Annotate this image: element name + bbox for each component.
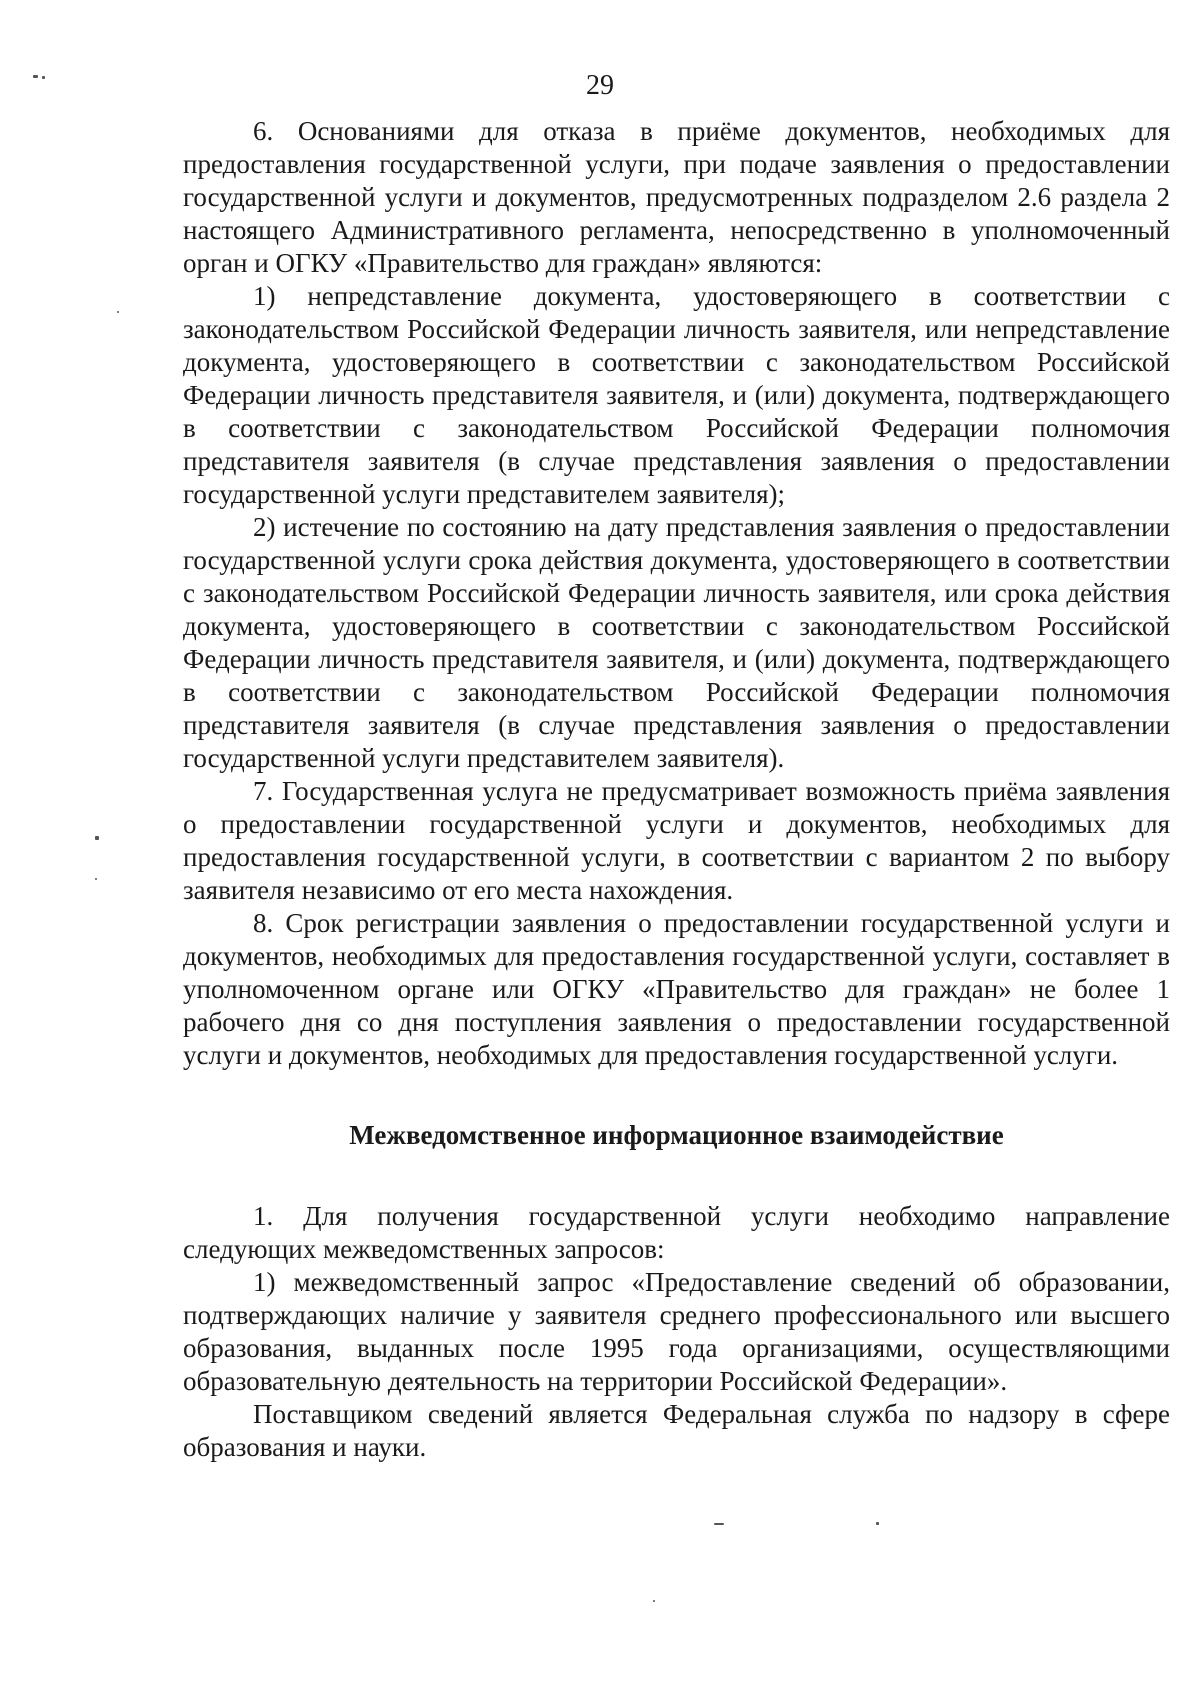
scan-speck [117,311,119,313]
paragraph-6-refusal-grounds: 6. Основаниями для отказа в приёме документов, необходимых для предоставления государственной услуги, при подаче заявления о предоставлении государственной услуги и документов, предусмотренных подразделом 2.6 раздела 2 настоящего Административного регламента, непосредственно в уполномоченный орган и ОГКУ «Правительство для граждан» являются: [183,116,1170,278]
scan-speck [95,878,97,880]
scan-speck [653,1600,655,1602]
list-item-2-expired-document: 2) истечение по состоянию на дату представления заявления о предоставлении государственной услуги срока действия документа, удостоверяющего в соответствии с законодательством Российской Федерации личность заявителя, или срока действия документа, удостоверяющего в соответствии с законодательством Российской Федерации личность представителя заявителя, и (или) документа, подтверждающего в соответствии с законодательством Российской Федерации полномочия представителя заявителя (в случае представления заявления о предоставлении государственной услуги представителем заявителя). [183,512,1170,773]
scan-speck [95,836,99,840]
page-number: 29 [586,70,614,101]
scan-speck [714,1523,724,1525]
paragraph-8-registration-term: 8. Срок регистрации заявления о предоставлении государственной услуги и документов, необходимых для предоставления государственной услуги, составляет в уполномоченном органе или ОГКУ «Правительство для граждан» не более 1 рабочего дня со дня поступления заявления о предоставлении государственной услуги и документов, необходимых для предоставления государственной услуги. [183,908,1170,1070]
paragraph-1-interagency-requests: 1. Для получения государственной услуги необходимо направление следующих межведомственных запросов: [183,1201,1170,1264]
list-item-1-no-identity-document: 1) непредставление документа, удостоверяющего в соответствии с законодательством Российской Федерации личность заявителя, или непредставление документа, удостоверяющего в соответствии с законодательством Российской Федерации личность представителя заявителя, и (или) документа, подтверждающего в соответствии с законодательством Российской Федерации полномочия представителя заявителя (в случае представления заявления о предоставлении государственной услуги представителем заявителя); [183,281,1170,509]
paragraph-data-provider: Поставщиком сведений является Федеральная служба по надзору в сфере образования и науки. [183,1399,1170,1462]
scan-speck [876,1522,879,1525]
scan-speck [42,76,45,79]
list-item-1-education-request: 1) межведомственный запрос «Предоставление сведений об образовании, подтверждающих наличие у заявителя среднего профессионального или высшего образования, выданных после 1995 года организациями, осуществляющими образовательную деятельность на территории Российской Федерации». [183,1267,1170,1396]
page-content [183,115,1170,1464]
scan-speck [33,75,38,78]
section-heading-interagency: Межведомственное информационное взаимодействие [349,1120,1004,1150]
paragraph-7-no-extraterritorial: 7. Государственная услуга не предусматривает возможность приёма заявления о предоставлении государственной услуги и документов, необходимых для предоставления государственной услуги, в соответствии с вариантом 2 по выбору заявителя независимо от его места нахождения. [183,776,1170,905]
